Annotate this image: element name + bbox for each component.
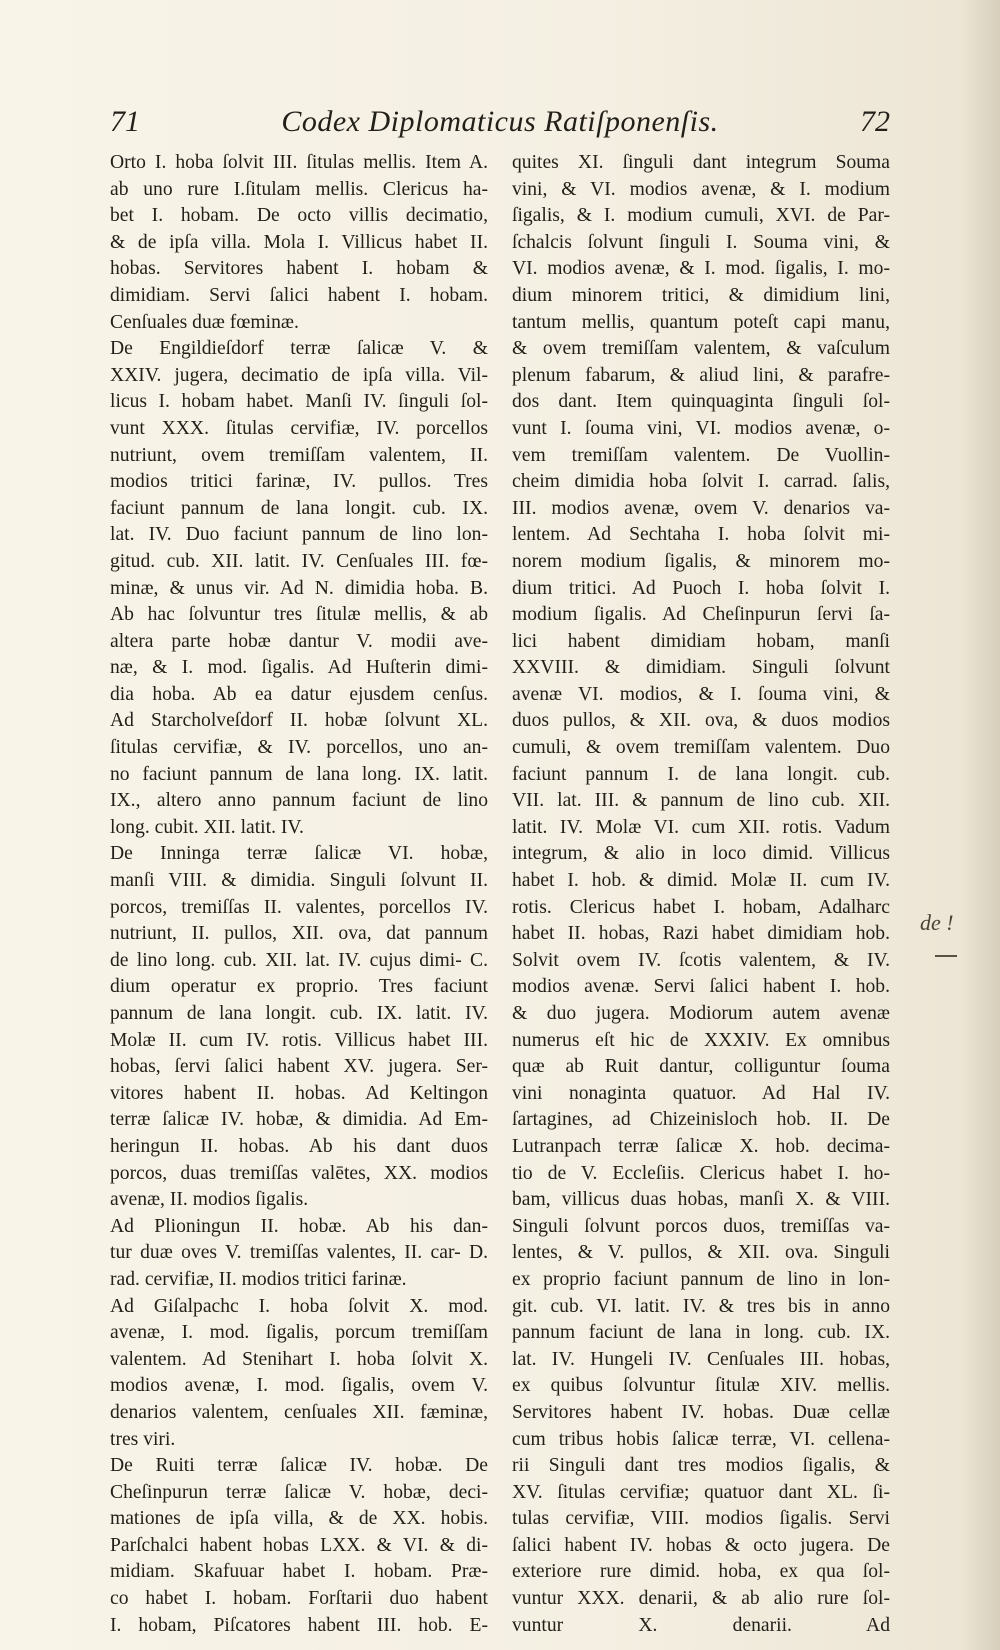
- text-line: porcos, tremiſſas II. valentes, porcellos IV.: [110, 896, 488, 918]
- text-line: avenæ, I. mod. ſigalis, porcum tremiſſam: [110, 1322, 488, 1344]
- text-line: VI. modios avenæ, & I. mod. ſigalis, I. mo-: [512, 258, 890, 280]
- text-line: pannum de lana longit. cub. IX. latit. IV.: [110, 1003, 488, 1024]
- text-line: III. modios avenæ, ovem V. denarios va-: [512, 497, 890, 519]
- margin-mark: [935, 955, 957, 957]
- text-line: Ad Plioningun II. hobæ. Ab his dan-: [110, 1215, 488, 1237]
- running-head: [110, 105, 890, 145]
- text-line: tantum mellis, quantum poteſt capi manu,: [512, 311, 890, 333]
- text-line: nutriunt, II. pullos, XII. ova, dat pannum: [110, 923, 488, 945]
- text-line: De Inninga terræ ſalicæ VI. hobæ,: [110, 843, 488, 865]
- text-line: & ovem tremiſſam valentem, & vaſculum: [512, 338, 890, 360]
- text-line: habet II. hobas, Razi habet dimidiam hob.: [512, 923, 890, 945]
- text-line: vuntur X. denarii. Ad: [512, 1614, 890, 1636]
- text-line: dia hoba. Ab ea datur ejusdem cenſus.: [110, 683, 488, 705]
- text-line: lici habent dimidiam hobam, manſi: [512, 630, 890, 652]
- text-line: Servitores habent IV. hobas. Duæ cellæ: [512, 1401, 890, 1423]
- text-line: tulas cervifiæ, VIII. modios ſigalis. Servi: [512, 1508, 890, 1530]
- text-line: dos dant. Item quinquaginta ſinguli ſol-: [512, 391, 890, 413]
- text-line: ſartagines, ad Chizeinisloch hob. II. De: [512, 1109, 890, 1131]
- text-line: dium operatur ex proprio. Tres faciunt: [110, 976, 488, 998]
- text-line: norem modium ſigalis, & minorem mo-: [512, 550, 890, 572]
- text-line: hobas, ſervi ſalici habent XV. jugera. Ser-: [110, 1056, 488, 1078]
- text-line: mationes de ipſa villa, & de XX. hobis.: [110, 1508, 488, 1530]
- text-line: valentem. Ad Stenihart I. hoba ſolvit X.: [110, 1348, 488, 1370]
- text-line: heringun II. hobas. Ab his dant duos: [110, 1135, 488, 1157]
- text-line: ex quibus ſolvuntur ſitulæ XIV. mellis.: [512, 1375, 890, 1397]
- text-line: Parſchalci habent hobas LXX. & VI. & di-: [110, 1534, 488, 1556]
- text-line: pannum faciunt de lana in long. cub. IX.: [512, 1322, 890, 1344]
- right-column: [512, 150, 890, 1639]
- handwritten-margin-note: de !: [920, 910, 954, 935]
- text-line: tres viri.: [110, 1428, 176, 1450]
- text-line: XXIV. jugera, decimatio de ipſa villa. Vil-: [110, 364, 488, 386]
- text-line: tur duæ oves V. tremiſſas valentes, II. car- D.: [110, 1242, 488, 1264]
- text-line: ex proprio faciunt pannum de lino in lon-: [512, 1268, 890, 1290]
- text-line: Cheſinpurun terræ ſalicæ V. hobæ, deci-: [110, 1481, 488, 1503]
- text-line: rotis. Clericus habet I. hobam, Adalharc: [512, 896, 890, 918]
- text-line: nutriunt, ovem tremiſſam valentem, II.: [110, 444, 488, 466]
- text-line: XV. ſitulas cervifiæ; quatuor dant XL. ſi-: [512, 1481, 890, 1503]
- text-line: cumuli, & ovem tremiſſam valentem. Duo: [512, 737, 890, 759]
- text-line: De Engildieſdorf terræ ſalicæ V. &: [110, 338, 488, 360]
- text-line: IX., altero anno pannum faciunt de lino: [110, 790, 488, 812]
- text-line: De Ruiti terræ ſalicæ IV. hobæ. De: [110, 1455, 488, 1477]
- text-line: modios avenæ. Servi ſalici habent I. hob.: [512, 976, 890, 998]
- text-line: denarios valentem, cenſuales XII. fæminæ,: [110, 1401, 488, 1423]
- text-line: dium tritici. Ad Puoch I. hoba ſolvit I.: [512, 577, 890, 599]
- text-line: Molæ II. cum IV. rotis. Villicus habet III.: [110, 1029, 488, 1051]
- page-gutter-shadow: [960, 0, 1000, 1650]
- text-line: hobas. Servitores habent I. hobam &: [110, 258, 488, 280]
- text-line: ab uno rure I.ſitulam mellis. Clericus ha-: [110, 178, 488, 200]
- text-line: dium minorem tritici, & dimidium lini,: [512, 284, 890, 306]
- text-line: long. cubit. XII. latit. IV.: [110, 816, 304, 838]
- text-line: modium ſigalis. Ad Cheſinpurun ſervi ſa-: [512, 604, 890, 626]
- text-line: Lutranpach terræ ſalicæ X. hob. decima-: [512, 1135, 890, 1157]
- text-line: no faciunt pannum de lana long. IX. latit.: [110, 763, 488, 785]
- text-line: Singuli ſolvunt porcos duos, tremiſſas va-: [512, 1215, 890, 1237]
- text-line: bam, villicus duas hobas, manſi X. & VIII.: [512, 1189, 890, 1211]
- text-line: vunt XXX. ſitulas cervifiæ, IV. porcellos: [110, 417, 488, 439]
- text-line: porcos, duas tremiſſas valētes, XX. modios: [110, 1162, 488, 1184]
- text-line: faciunt pannum I. de lana longit. cub.: [512, 763, 890, 785]
- text-line: lat. IV. Duo faciunt pannum de lino lon-: [110, 524, 488, 546]
- text-line: vini nonaginta quatuor. Ad Hal IV.: [512, 1082, 890, 1104]
- text-line: Cenſuales duæ fœminæ.: [110, 311, 299, 333]
- text-line: rad. cervifiæ, II. modios tritici farinæ.: [110, 1268, 407, 1290]
- text-line: ſigalis, & I. modium cumuli, XVI. de Par-: [512, 205, 890, 227]
- text-line: avenæ VI. modios, & I. ſouma vini, &: [512, 683, 890, 705]
- text-line: numerus eſt hic de XXXIV. Ex omnibus: [512, 1029, 890, 1051]
- page-number-right: 72: [859, 105, 890, 138]
- text-line: integrum, & alio in loco dimid. Villicus: [512, 843, 890, 865]
- text-line: gitud. cub. XII. latit. IV. Cenſuales III. fœ-: [110, 550, 488, 572]
- text-line: git. cub. VI. latit. IV. & tres bis in anno: [512, 1295, 890, 1317]
- running-title: Codex Diplomaticus Ratiſponenſis.: [281, 105, 719, 138]
- text-line: vuntur XXX. denarii, & ab alio rure ſol-: [512, 1588, 890, 1610]
- text-line: habet I. hob. & dimid. Molæ II. cum IV.: [512, 870, 890, 892]
- text-line: lat. IV. Hungeli IV. Cenſuales III. hobas,: [512, 1348, 890, 1370]
- text-line: quæ ab Ruit dantur, colliguntur ſouma: [512, 1056, 890, 1078]
- text-line: ſchalcis ſolvunt ſinguli I. Souma vini, &: [512, 231, 890, 253]
- text-line: manſi VIII. & dimidia. Singuli ſolvunt II.: [110, 870, 488, 892]
- text-line: lentes, & V. pullos, & XII. ova. Singuli: [512, 1242, 890, 1264]
- text-line: ſitulas cervifiæ, & IV. porcellos, uno an-: [110, 737, 488, 759]
- text-line: næ, & I. mod. ſigalis. Ad Huſterin dimi-: [110, 657, 488, 679]
- text-line: modios avenæ, I. mod. ſigalis, ovem V.: [110, 1375, 488, 1397]
- text-line: licus I. hobam habet. Manſi IV. ſinguli ſol-: [110, 391, 488, 413]
- text-line: plenum fabarum, & aliud lini, & parafre-: [512, 364, 890, 386]
- text-line: duos pullos, & XII. ova, & duos modios: [512, 710, 890, 732]
- text-line: dimidiam. Servi ſalici habent I. hobam.: [110, 284, 488, 306]
- text-line: VII. lat. III. & pannum de lino cub. XII.: [512, 790, 890, 812]
- text-line: Ad Starcholveſdorf II. hobæ ſolvunt XL.: [110, 710, 488, 732]
- text-line: quites XI. ſinguli dant integrum Souma: [512, 152, 890, 173]
- text-line: latit. IV. Molæ VI. cum XII. rotis. Vadum: [512, 816, 890, 838]
- text-line: faciunt pannum de lana longit. cub. IX.: [110, 497, 488, 519]
- text-line: tio de V. Eccleſiis. Clericus habet I. ho-: [512, 1162, 890, 1184]
- text-line: Solvit ovem IV. ſcotis valentem, & IV.: [512, 949, 890, 971]
- text-line: ſalici habent IV. hobas & octo jugera. De: [512, 1534, 890, 1556]
- text-line: co habet I. hobam. Forſtarii duo habent: [110, 1588, 488, 1610]
- text-line: bet I. hobam. De octo villis decimatio,: [110, 205, 488, 227]
- text-line: avenæ, II. modios ſigalis.: [110, 1189, 309, 1211]
- left-column: [110, 150, 488, 1639]
- text-line: altera parte hobæ dantur V. modii ave-: [110, 630, 488, 652]
- text-line: & duo jugera. Modiorum autem avenæ: [512, 1003, 890, 1024]
- text-line: Ad Giſalpachc I. hoba ſolvit X. mod.: [110, 1295, 488, 1317]
- text-line: & de ipſa villa. Mola I. Villicus habet II.: [110, 231, 488, 253]
- text-line: minæ, & unus vir. Ad N. dimidia hoba. B.: [110, 577, 488, 599]
- text-line: vini, & VI. modios avenæ, & I. modium: [512, 178, 890, 200]
- text-line: terræ ſalicæ IV. hobæ, & dimidia. Ad Em-: [110, 1109, 488, 1131]
- text-line: modios tritici farinæ, IV. pullos. Tres: [110, 471, 488, 493]
- text-line: XXVIII. & dimidiam. Singuli ſolvunt: [512, 657, 890, 679]
- text-line: cum tribus hobis ſalicæ terræ, VI. cellena-: [512, 1428, 890, 1450]
- text-line: exteriore rure dimid. hoba, ex qua ſol-: [512, 1561, 890, 1583]
- text-line: vunt I. ſouma vini, VI. modios avenæ, o-: [512, 417, 890, 439]
- text-line: lentem. Ad Sechtaha I. hoba ſolvit mi-: [512, 524, 890, 546]
- text-line: Ab hac ſolvuntur tres ſitulæ mellis, & ab: [110, 604, 488, 626]
- text-line: Orto I. hoba ſolvit III. ſitulas mellis. Item A.: [110, 152, 488, 173]
- text-line: vem tremiſſam valentem. De Vuollin-: [512, 444, 890, 466]
- page-number-left: 71: [110, 105, 140, 138]
- text-line: I. hobam, Piſcatores habent III. hob. E-: [110, 1614, 488, 1636]
- text-line: de lino long. cub. XII. lat. IV. cujus dimi- C.: [110, 949, 488, 971]
- text-line: midiam. Skafuuar habet I. hobam. Præ-: [110, 1561, 488, 1583]
- text-line: rii Singuli dant tres modios ſigalis, &: [512, 1455, 890, 1477]
- text-line: vitores habent II. hobas. Ad Keltingon: [110, 1082, 488, 1104]
- text-columns: [110, 150, 890, 1639]
- text-line: cheim dimidia hoba ſolvit I. carrad. ſalis,: [512, 471, 890, 493]
